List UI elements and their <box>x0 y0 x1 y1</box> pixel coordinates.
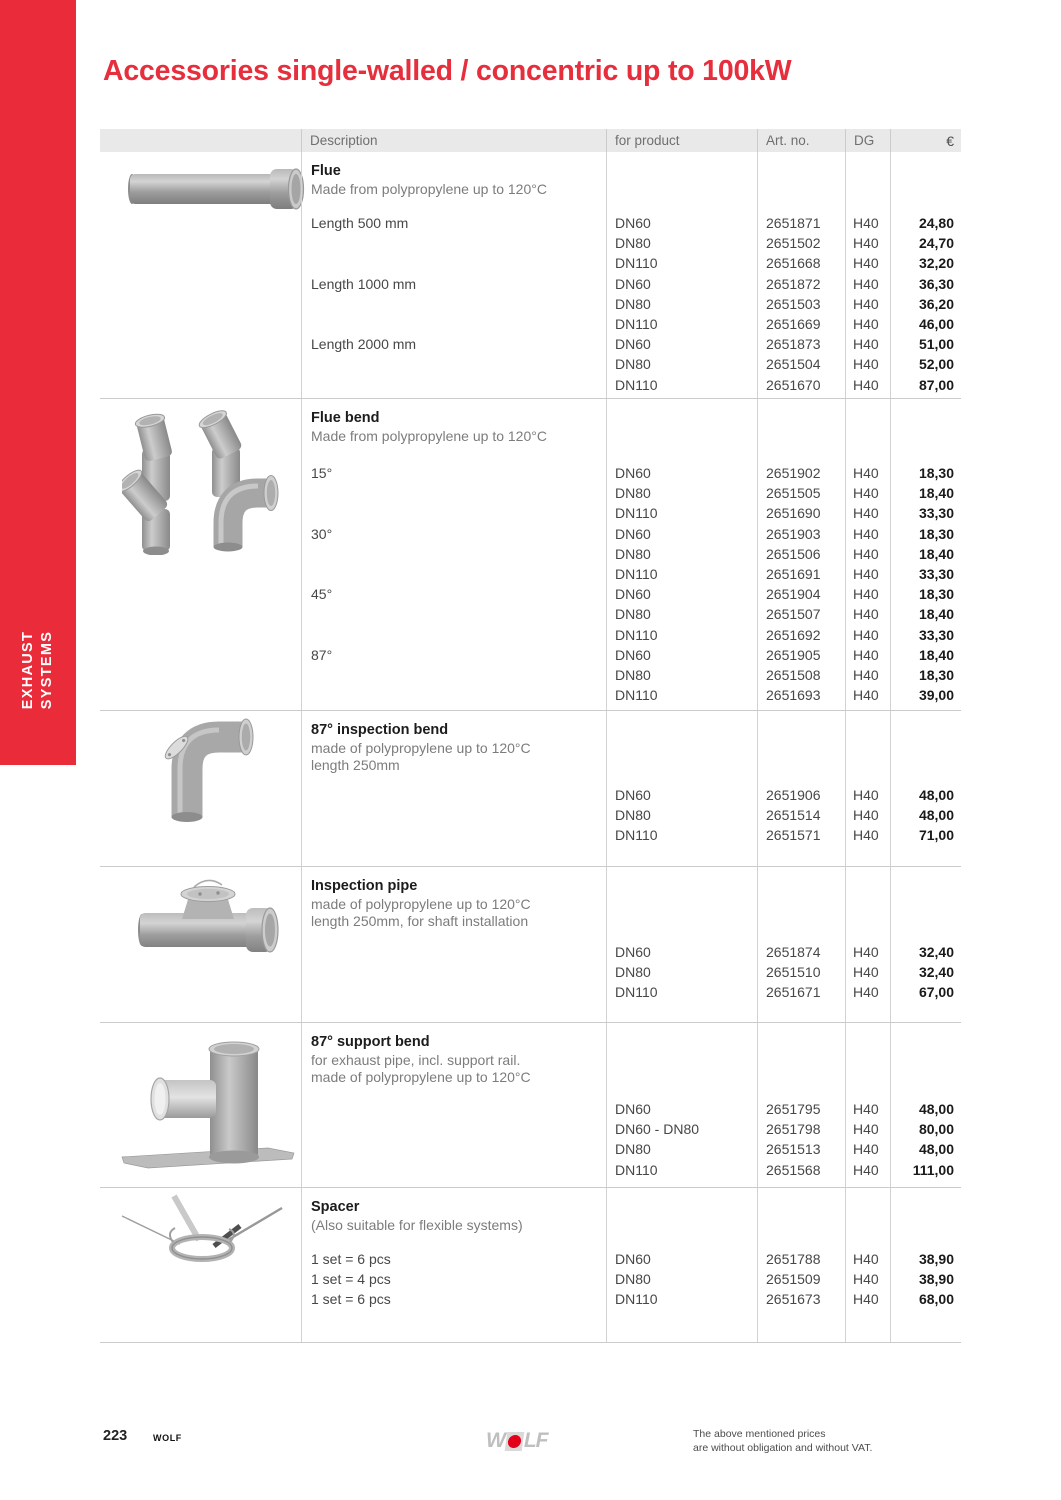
row-dg-value: H40 <box>853 1291 879 1308</box>
row-dg-value: H40 <box>853 376 879 393</box>
footer-price-note <box>693 1428 872 1455</box>
wolf-logo <box>486 1430 547 1452</box>
row-art-value: 2651670 <box>766 376 821 393</box>
price-rows <box>891 1249 961 1310</box>
row-art-value: 2651692 <box>766 626 821 643</box>
row-product-value: DN80 <box>615 606 651 623</box>
row-art-value: 2651669 <box>766 315 821 332</box>
row-art-value: 2651871 <box>766 215 821 231</box>
description-cell <box>301 152 606 398</box>
header-euro: € <box>890 129 961 152</box>
dg-cell <box>845 867 890 1022</box>
header-description: Description <box>301 129 606 152</box>
row-dg-value: H40 <box>853 827 879 844</box>
row-price-value: 38,90 <box>918 1251 954 1267</box>
for-product-cell <box>606 711 757 866</box>
product-title: Inspection pipe <box>311 878 418 894</box>
row-dg-value: H40 <box>853 565 879 582</box>
description-cell <box>301 1188 606 1342</box>
exhaust-systems-sidebar <box>0 0 76 765</box>
row-dg-value: H40 <box>853 505 879 522</box>
row-desc-value <box>302 503 606 523</box>
row-price-value: 38,90 <box>918 1271 954 1288</box>
row-desc-value: 30° <box>311 525 333 542</box>
price-rows <box>891 942 961 1003</box>
row-art-value: 2651505 <box>766 485 821 502</box>
product-description <box>302 1188 606 1234</box>
row-desc-value <box>302 1139 606 1159</box>
row-dg-value: H40 <box>853 1161 879 1178</box>
row-price-value: 32,40 <box>918 944 954 960</box>
row-price-value: 18,40 <box>918 485 954 502</box>
row-product-value: DN60 <box>615 275 651 292</box>
footer-price-note-line2: are without obligation and without VAT. <box>693 1441 873 1454</box>
row-dg-value: H40 <box>853 315 879 332</box>
desc-rows <box>302 942 606 1003</box>
row-art-value: 2651902 <box>766 465 821 481</box>
row-desc-value: 45° <box>311 586 333 603</box>
row-price-value: 67,00 <box>918 984 954 1001</box>
price-cell <box>890 867 961 1022</box>
row-price-value: 46,00 <box>918 315 954 332</box>
support-bend-image <box>100 1023 301 1187</box>
row-product-value: DN80 <box>615 964 651 981</box>
price-table <box>100 129 961 1343</box>
row-price-value: 18,40 <box>918 545 954 562</box>
row-art-value: 2651904 <box>766 586 821 603</box>
row-product-value: DN110 <box>615 315 658 332</box>
row-desc-value <box>302 942 606 962</box>
row-desc-value <box>302 604 606 624</box>
table-section-inspection-pipe <box>100 867 961 1023</box>
product-title: 87° inspection bend <box>311 722 449 738</box>
desc-rows <box>302 463 606 705</box>
product-subtitle: made of polypropylene up to 120°C <box>311 739 531 756</box>
product-rows <box>607 1249 757 1310</box>
row-price-value: 52,00 <box>918 356 954 373</box>
row-dg-value: H40 <box>853 984 879 1001</box>
dg-rows <box>846 1249 890 1310</box>
row-art-value: 2651905 <box>766 646 821 663</box>
row-art-value: 2651571 <box>766 827 821 844</box>
price-rows <box>891 213 961 395</box>
row-desc-value: Length 2000 mm <box>311 336 417 353</box>
row-product-value: DN60 - DN80 <box>615 1121 700 1138</box>
row-art-value: 2651504 <box>766 356 821 373</box>
row-product-value: DN60 <box>615 586 651 603</box>
row-price-value: 18,40 <box>918 606 954 623</box>
wolf-logo-lf: LF <box>523 1429 548 1452</box>
row-desc-value <box>302 253 606 273</box>
dg-cell <box>845 152 890 398</box>
row-product-value: DN80 <box>615 545 651 562</box>
product-rows <box>607 463 757 705</box>
row-dg-value: H40 <box>853 1121 879 1138</box>
row-desc-value <box>302 805 606 825</box>
price-rows <box>891 463 961 705</box>
row-art-value: 2651508 <box>766 666 821 683</box>
row-dg-value: H40 <box>853 545 879 562</box>
row-desc-value: 87° <box>311 646 333 663</box>
row-product-value: DN110 <box>615 505 658 522</box>
footer-price-note-line1: The above mentioned prices <box>693 1428 826 1440</box>
inspection-pipe-image <box>100 867 301 1022</box>
row-art-value: 2651872 <box>766 275 821 292</box>
product-rows <box>607 213 757 395</box>
row-desc-value <box>302 233 606 253</box>
dg-rows <box>846 942 890 1003</box>
row-desc-value <box>302 962 606 982</box>
row-art-value: 2651873 <box>766 336 821 353</box>
row-product-value: DN110 <box>615 1161 658 1178</box>
row-product-value: DN80 <box>615 235 651 252</box>
row-price-value: 87,00 <box>918 376 954 393</box>
row-desc-value <box>302 625 606 645</box>
row-dg-value: H40 <box>853 525 879 542</box>
row-art-value: 2651513 <box>766 1141 821 1158</box>
table-header-row <box>100 129 961 152</box>
price-cell <box>890 152 961 398</box>
row-art-value: 2651903 <box>766 525 821 542</box>
product-rows <box>607 785 757 846</box>
row-desc-value <box>302 354 606 374</box>
row-price-value: 111,00 <box>912 1161 954 1178</box>
dg-rows <box>846 1099 890 1180</box>
header-for-product: for product <box>606 129 757 152</box>
dg-rows <box>846 213 890 395</box>
row-desc-value: 1 set = 6 pcs <box>311 1251 391 1267</box>
row-price-value: 80,00 <box>918 1121 954 1138</box>
price-rows <box>891 785 961 846</box>
art-rows <box>758 213 845 395</box>
row-dg-value: H40 <box>853 687 879 704</box>
row-desc-value: 1 set = 6 pcs <box>311 1291 391 1308</box>
description-cell <box>301 867 606 1022</box>
for-product-cell <box>606 152 757 398</box>
dg-rows <box>846 463 890 705</box>
row-price-value: 51,00 <box>918 336 954 353</box>
art-no-cell <box>757 1023 845 1187</box>
row-desc-value: Length 1000 mm <box>311 275 417 292</box>
table-section-87-support-bend <box>100 1023 961 1188</box>
row-product-value: DN80 <box>615 807 651 824</box>
row-art-value: 2651509 <box>766 1271 821 1288</box>
row-art-value: 2651798 <box>766 1121 821 1138</box>
row-desc-value <box>302 785 606 805</box>
row-desc-value <box>302 825 606 845</box>
row-dg-value: H40 <box>853 807 879 824</box>
dg-cell <box>845 711 890 866</box>
row-dg-value: H40 <box>853 235 879 252</box>
art-no-cell <box>757 711 845 866</box>
row-art-value: 2651693 <box>766 687 821 704</box>
row-product-value: DN60 <box>615 646 651 663</box>
product-rows <box>607 1099 757 1180</box>
row-dg-value: H40 <box>853 964 879 981</box>
price-cell <box>890 1023 961 1187</box>
row-art-value: 2651690 <box>766 505 821 522</box>
dg-cell <box>845 1023 890 1187</box>
row-dg-value: H40 <box>853 215 879 231</box>
row-desc-value <box>302 982 606 1002</box>
row-product-value: DN110 <box>615 255 658 272</box>
header-image-column <box>100 129 301 152</box>
wolf-logo-w: W <box>486 1429 505 1452</box>
row-price-value: 48,00 <box>918 1101 954 1117</box>
product-subtitle: Made from polypropylene up to 120°C <box>311 180 547 197</box>
row-price-value: 48,00 <box>918 787 954 803</box>
row-price-value: 68,00 <box>918 1291 954 1308</box>
sidebar-label-line2: SYSTEMS <box>39 630 55 710</box>
row-art-value: 2651795 <box>766 1101 821 1117</box>
header-dg: DG <box>845 129 890 152</box>
product-description <box>302 399 606 445</box>
art-rows <box>758 785 845 846</box>
desc-rows <box>302 1249 606 1310</box>
row-product-value: DN60 <box>615 787 651 803</box>
footer-brand-text: WOLF <box>153 1433 182 1443</box>
row-product-value: DN80 <box>615 485 651 502</box>
row-price-value: 18,30 <box>918 525 954 542</box>
row-desc-value <box>302 314 606 334</box>
product-subtitle: for exhaust pipe, incl. support rail. <box>311 1051 521 1068</box>
table-section-flue <box>100 152 961 399</box>
row-product-value: DN110 <box>615 376 658 393</box>
product-title: Flue bend <box>311 410 380 426</box>
sidebar-label-wrap <box>0 575 76 765</box>
row-price-value: 24,80 <box>918 215 954 231</box>
desc-rows <box>302 1099 606 1180</box>
row-product-value: DN80 <box>615 295 651 312</box>
row-desc-value <box>302 544 606 564</box>
row-desc-value <box>302 1119 606 1139</box>
table-section-flue-bend <box>100 399 961 711</box>
row-art-value: 2651506 <box>766 545 821 562</box>
row-product-value: DN60 <box>615 1251 651 1267</box>
row-product-value: DN60 <box>615 1101 651 1117</box>
row-desc-value: 15° <box>311 465 333 481</box>
art-rows <box>758 942 845 1003</box>
row-price-value: 33,30 <box>918 505 954 522</box>
desc-rows <box>302 785 606 846</box>
row-art-value: 2651502 <box>766 235 821 252</box>
dg-cell <box>845 1188 890 1342</box>
row-dg-value: H40 <box>853 787 879 803</box>
row-art-value: 2651906 <box>766 787 821 803</box>
dg-rows <box>846 785 890 846</box>
product-description <box>302 152 606 198</box>
row-art-value: 2651668 <box>766 255 821 272</box>
page-number: 223 <box>103 1428 128 1444</box>
for-product-cell <box>606 1188 757 1342</box>
row-dg-value: H40 <box>853 666 879 683</box>
row-art-value: 2651874 <box>766 944 821 960</box>
row-product-value: DN60 <box>615 336 651 353</box>
row-price-value: 32,40 <box>918 964 954 981</box>
row-dg-value: H40 <box>853 606 879 623</box>
row-art-value: 2651671 <box>766 984 821 1001</box>
price-cell <box>890 711 961 866</box>
row-product-value: DN80 <box>615 356 651 373</box>
art-rows <box>758 463 845 705</box>
desc-rows <box>302 213 606 395</box>
row-price-value: 48,00 <box>918 1141 954 1158</box>
product-subtitle: length 250mm, for shaft installation <box>311 913 529 929</box>
row-desc-value <box>302 1160 606 1180</box>
row-desc-value <box>302 564 606 584</box>
description-cell <box>301 711 606 866</box>
art-no-cell <box>757 867 845 1022</box>
row-price-value: 18,30 <box>918 465 954 481</box>
row-desc-value: Length 500 mm <box>311 215 409 231</box>
description-cell <box>301 399 606 710</box>
row-art-value: 2651788 <box>766 1251 821 1267</box>
page-title: Accessories single-walled / concentric up to 100kW <box>103 55 792 87</box>
row-desc-value <box>302 665 606 685</box>
inspection-bend-image <box>100 711 301 866</box>
product-title: Flue <box>311 163 341 179</box>
row-dg-value: H40 <box>853 465 879 481</box>
row-dg-value: H40 <box>853 1251 879 1267</box>
description-cell <box>301 1023 606 1187</box>
row-desc-value <box>302 294 606 314</box>
row-art-value: 2651507 <box>766 606 821 623</box>
row-dg-value: H40 <box>853 944 879 960</box>
flue-bends-image <box>100 399 301 710</box>
row-product-value: DN80 <box>615 666 651 683</box>
art-rows <box>758 1249 845 1310</box>
row-dg-value: H40 <box>853 485 879 502</box>
row-art-value: 2651673 <box>766 1291 821 1308</box>
art-no-cell <box>757 399 845 710</box>
row-price-value: 33,30 <box>918 626 954 643</box>
row-price-value: 71,00 <box>918 827 954 844</box>
row-desc-value <box>302 375 606 395</box>
row-dg-value: H40 <box>853 586 879 603</box>
art-no-cell <box>757 1188 845 1342</box>
row-product-value: DN110 <box>615 827 658 844</box>
row-art-value: 2651568 <box>766 1161 821 1178</box>
row-dg-value: H40 <box>853 336 879 353</box>
art-rows <box>758 1099 845 1180</box>
wolf-logo-red-dot-icon <box>504 1432 524 1451</box>
row-price-value: 33,30 <box>918 565 954 582</box>
row-dg-value: H40 <box>853 295 879 312</box>
product-subtitle: made of polypropylene up to 120°C <box>311 1069 531 1085</box>
row-dg-value: H40 <box>853 626 879 643</box>
price-rows <box>891 1099 961 1180</box>
flue-pipe-image <box>100 152 301 398</box>
dg-cell <box>845 399 890 710</box>
row-art-value: 2651514 <box>766 807 821 824</box>
table-section-spacer <box>100 1188 961 1343</box>
spacer-image <box>100 1188 301 1342</box>
for-product-cell <box>606 1023 757 1187</box>
row-product-value: DN110 <box>615 565 658 582</box>
art-no-cell <box>757 152 845 398</box>
row-desc-value <box>302 483 606 503</box>
row-price-value: 24,70 <box>918 235 954 252</box>
sidebar-label-line1: EXHAUST <box>20 630 36 710</box>
row-art-value: 2651510 <box>766 964 821 981</box>
row-product-value: DN60 <box>615 944 651 960</box>
row-price-value: 36,30 <box>918 275 954 292</box>
row-dg-value: H40 <box>853 646 879 663</box>
row-price-value: 36,20 <box>918 295 954 312</box>
row-desc-value <box>302 1099 606 1119</box>
product-description <box>302 711 606 775</box>
sidebar-label <box>19 631 57 709</box>
price-cell <box>890 1188 961 1342</box>
price-cell <box>890 399 961 710</box>
price-table-body <box>100 152 961 1343</box>
row-dg-value: H40 <box>853 356 879 373</box>
product-subtitle: made of polypropylene up to 120°C <box>311 895 531 912</box>
row-product-value: DN60 <box>615 465 651 481</box>
row-price-value: 39,00 <box>918 687 954 704</box>
row-product-value: DN110 <box>615 687 658 704</box>
row-dg-value: H40 <box>853 1141 879 1158</box>
for-product-cell <box>606 399 757 710</box>
row-dg-value: H40 <box>853 1101 879 1117</box>
row-product-value: DN60 <box>615 215 651 231</box>
product-description <box>302 1023 606 1087</box>
row-product-value: DN80 <box>615 1141 651 1158</box>
product-subtitle: length 250mm <box>311 757 400 773</box>
row-art-value: 2651503 <box>766 295 821 312</box>
row-price-value: 48,00 <box>918 807 954 824</box>
row-dg-value: H40 <box>853 255 879 272</box>
row-price-value: 18,40 <box>918 646 954 663</box>
row-desc-value: 1 set = 4 pcs <box>311 1271 391 1288</box>
table-section-87-inspection-bend <box>100 711 961 867</box>
product-subtitle: (Also suitable for flexible systems) <box>311 1216 523 1233</box>
row-product-value: DN110 <box>615 1291 658 1308</box>
for-product-cell <box>606 867 757 1022</box>
row-price-value: 18,30 <box>918 586 954 603</box>
product-title: 87° support bend <box>311 1034 430 1050</box>
row-product-value: DN60 <box>615 525 651 542</box>
row-product-value: DN110 <box>615 626 658 643</box>
row-price-value: 32,20 <box>918 255 954 272</box>
product-title: Spacer <box>311 1199 360 1215</box>
row-price-value: 18,30 <box>918 666 954 683</box>
header-art-no: Art. no. <box>757 129 845 152</box>
row-product-value: DN80 <box>615 1271 651 1288</box>
row-art-value: 2651691 <box>766 565 821 582</box>
row-desc-value <box>302 685 606 705</box>
row-dg-value: H40 <box>853 275 879 292</box>
row-product-value: DN110 <box>615 984 658 1001</box>
product-description <box>302 867 606 931</box>
product-rows <box>607 942 757 1003</box>
row-dg-value: H40 <box>853 1271 879 1288</box>
product-subtitle: Made from polypropylene up to 120°C <box>311 427 547 444</box>
